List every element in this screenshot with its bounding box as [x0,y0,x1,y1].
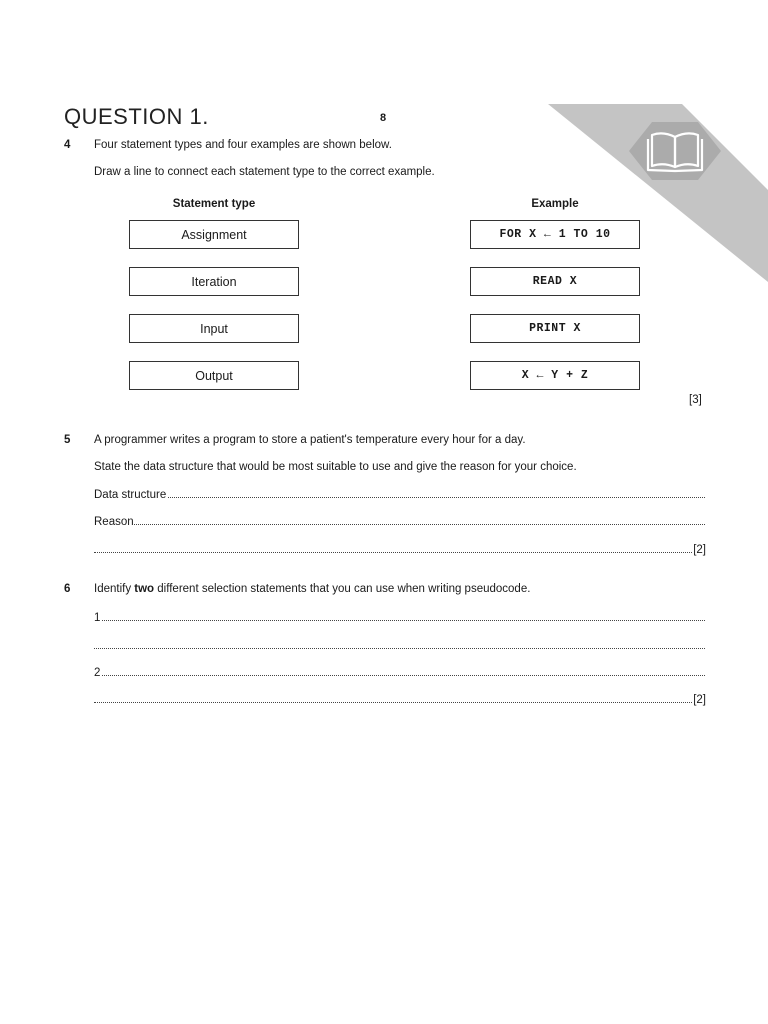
reason-answer-line[interactable] [94,514,706,528]
question-5-number: 5 [64,434,71,446]
page-number: 8 [380,112,387,124]
question-6-marks: [2] [693,694,706,706]
answer-dots [94,648,705,649]
data-structure-label: Data structure [94,489,167,501]
statement-box-output[interactable]: Output [129,361,299,390]
statement-box-assignment[interactable]: Assignment [129,220,299,249]
question-4-instruction: Draw a line to connect each statement type to the correct example. [94,166,435,178]
selection-answer-2-line[interactable] [94,665,706,679]
answer-dots [102,675,705,676]
answer-dots [134,524,705,525]
question-6-number: 6 [64,583,71,595]
example-box-read[interactable]: READ X [470,267,640,296]
statement-box-input[interactable]: Input [129,314,299,343]
example-box-assignment-expr[interactable]: X ← Y + Z [470,361,640,390]
example-box-for-loop[interactable]: FOR X ← 1 TO 10 [470,220,640,249]
question-4-text: Four statement types and four examples are shown below. [94,139,392,151]
question-5-marks: [2] [693,544,706,556]
reason-answer-line-2[interactable] [94,542,706,556]
answer-dots [102,620,705,621]
answer-dots [168,497,705,498]
selection-answer-2-line-2[interactable] [94,692,706,706]
question-6-text: Identify two different selection statements that you can use when writing pseudocode. [94,583,531,595]
example-heading: Example [531,198,579,210]
emphasis-two: two [134,583,155,595]
answer-1-label: 1 [94,612,101,624]
page-header: QUESTION 1. [64,104,209,129]
answer-dots [94,552,692,553]
example-box-print[interactable]: PRINT X [470,314,640,343]
answer-dots [94,702,692,703]
answer-2-label: 2 [94,667,101,679]
question-5-text: A programmer writes a program to store a patient's temperature every hour for a day. [94,434,526,446]
question-4-number: 4 [64,139,71,151]
data-structure-answer-line[interactable] [94,487,706,501]
reason-label: Reason [94,516,134,528]
statement-box-iteration[interactable]: Iteration [129,267,299,296]
selection-answer-1-line[interactable] [94,610,706,624]
statement-type-heading: Statement type [172,198,256,210]
question-5-instruction: State the data structure that would be most suitable to use and give the reason for your choice. [94,461,577,473]
selection-answer-1-line-2[interactable] [94,638,706,652]
question-4-marks: [3] [689,394,702,406]
